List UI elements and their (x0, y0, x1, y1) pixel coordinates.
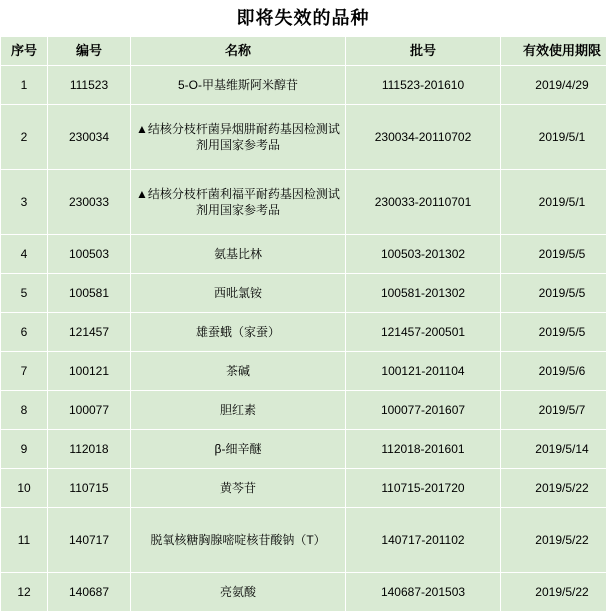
column-header-name: 名称 (131, 37, 346, 66)
cell-expiry: 2019/4/29 (501, 66, 606, 105)
cell-expiry: 2019/5/5 (501, 274, 606, 313)
cell-expiry: 2019/5/22 (501, 508, 606, 573)
table-header-row (1, 37, 606, 66)
cell-code: 111523 (48, 66, 131, 105)
cell-name: 5-O-甲基维斯阿米醇苷 (131, 66, 346, 105)
cell-lot: 140687-201503 (346, 573, 501, 612)
expiring-products-table (0, 36, 606, 612)
page-title: 即将失效的品种 (0, 0, 606, 36)
table-row (1, 469, 606, 508)
column-header-expiry: 有效使用期限 (501, 37, 606, 66)
cell-name: 西吡氯铵 (131, 274, 346, 313)
cell-name: 氨基比林 (131, 235, 346, 274)
cell-expiry: 2019/5/5 (501, 235, 606, 274)
table-row (1, 573, 606, 612)
cell-code: 110715 (48, 469, 131, 508)
cell-index: 8 (1, 391, 48, 430)
cell-name: 茶碱 (131, 352, 346, 391)
cell-code: 112018 (48, 430, 131, 469)
cell-code: 230033 (48, 170, 131, 235)
cell-lot: 111523-201610 (346, 66, 501, 105)
cell-expiry: 2019/5/1 (501, 170, 606, 235)
table-body (1, 66, 606, 612)
cell-expiry: 2019/5/22 (501, 469, 606, 508)
cell-lot: 121457-200501 (346, 313, 501, 352)
cell-index: 2 (1, 105, 48, 170)
cell-name: 亮氨酸 (131, 573, 346, 612)
cell-index: 1 (1, 66, 48, 105)
table-row (1, 274, 606, 313)
table-row (1, 430, 606, 469)
cell-lot: 140717-201102 (346, 508, 501, 573)
cell-expiry: 2019/5/22 (501, 573, 606, 612)
cell-name: ▲结核分枝杆菌利福平耐药基因检测试剂用国家参考品 (131, 170, 346, 235)
cell-lot: 230034-20110702 (346, 105, 501, 170)
cell-index: 5 (1, 274, 48, 313)
table-row (1, 352, 606, 391)
cell-name: β-细辛醚 (131, 430, 346, 469)
cell-index: 10 (1, 469, 48, 508)
cell-expiry: 2019/5/7 (501, 391, 606, 430)
table-row (1, 313, 606, 352)
table-row (1, 105, 606, 170)
cell-lot: 100581-201302 (346, 274, 501, 313)
cell-code: 100121 (48, 352, 131, 391)
cell-code: 100077 (48, 391, 131, 430)
cell-expiry: 2019/5/1 (501, 105, 606, 170)
cell-code: 100581 (48, 274, 131, 313)
cell-code: 100503 (48, 235, 131, 274)
column-header-code: 编号 (48, 37, 131, 66)
cell-expiry: 2019/5/14 (501, 430, 606, 469)
cell-index: 4 (1, 235, 48, 274)
cell-code: 230034 (48, 105, 131, 170)
column-header-index: 序号 (1, 37, 48, 66)
column-header-lot: 批号 (346, 37, 501, 66)
cell-index: 3 (1, 170, 48, 235)
cell-lot: 110715-201720 (346, 469, 501, 508)
cell-name: 脱氧核糖胸腺嘧啶核苷酸钠（T） (131, 508, 346, 573)
cell-lot: 100121-201104 (346, 352, 501, 391)
cell-name: ▲结核分枝杆菌异烟肼耐药基因检测试剂用国家参考品 (131, 105, 346, 170)
table-row (1, 235, 606, 274)
cell-index: 12 (1, 573, 48, 612)
cell-code: 140717 (48, 508, 131, 573)
cell-index: 11 (1, 508, 48, 573)
cell-index: 6 (1, 313, 48, 352)
cell-index: 9 (1, 430, 48, 469)
cell-index: 7 (1, 352, 48, 391)
table-row (1, 66, 606, 105)
cell-lot: 100077-201607 (346, 391, 501, 430)
cell-expiry: 2019/5/5 (501, 313, 606, 352)
cell-lot: 112018-201601 (346, 430, 501, 469)
cell-code: 140687 (48, 573, 131, 612)
table-row (1, 508, 606, 573)
cell-code: 121457 (48, 313, 131, 352)
table-row (1, 391, 606, 430)
cell-expiry: 2019/5/6 (501, 352, 606, 391)
table-row (1, 170, 606, 235)
cell-name: 黄芩苷 (131, 469, 346, 508)
table-header (1, 37, 606, 66)
cell-lot: 100503-201302 (346, 235, 501, 274)
cell-name: 胆红素 (131, 391, 346, 430)
cell-name: 雄蚕蛾（家蚕） (131, 313, 346, 352)
cell-lot: 230033-20110701 (346, 170, 501, 235)
